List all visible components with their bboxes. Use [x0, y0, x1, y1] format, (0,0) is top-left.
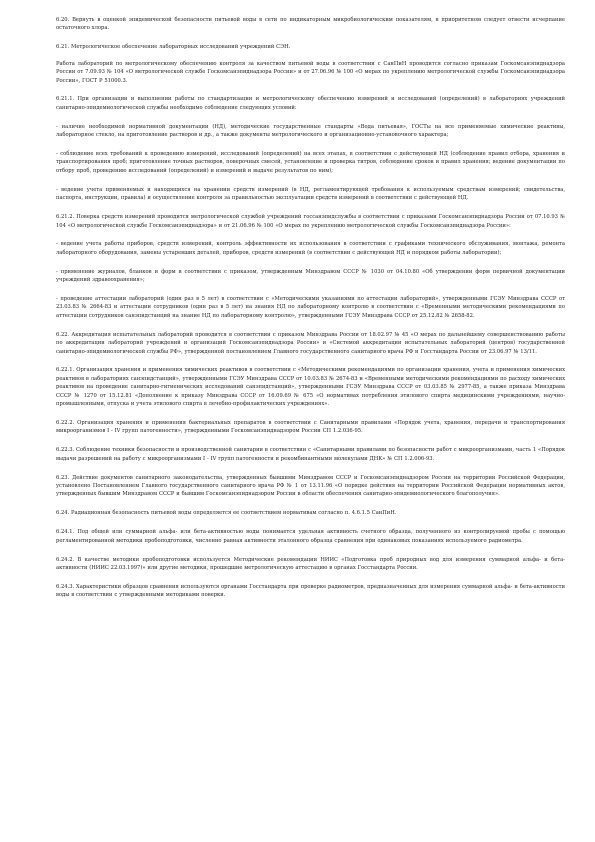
paragraph-6-22-2: 6.22.2. Организация хранения и применения бактериальных препаратов в соответствии с Санитарными правилами «Порядок учета, хранения, передачи и транспортирования микроорганизмов I - IV групп патогенности», утвержденными Госкомсанэпиднадзором России СП 1.2.036-95.: [56, 420, 565, 435]
paragraph-6-22-3: 6.22.3. Соблюдение техники безопасности и производственной санитарии в соответствии с «Санитарными правилами по безопасности работ с микроорганизмами, часть 1 «Порядок выдачи разрешений на работу с микроорганизмами I - IV групп патогенности и рекомбинантными молекулами ДНК» № СП 1.2.006-93.: [56, 447, 565, 462]
paragraph-6-22-1: 6.22.1. Организация хранения и применения химических реактивов в соответствии с «Методическими рекомендациями по организации хранения, учета и применения химических реактивов в лабораториях санэпидстанций», утвержденными ГСЭУ Минздрава СССР от 10.03.83 № 2674-83 и «Временными методическими рекомендациями по расходу химических реактивов на проведение санитарно-гигиенических исследований санэпидстанций», утвержденными ГСЭУ Минздрава СССР от 03.03.85 № 2977-85, а также приказа Минздрава СССР № 1270 от 15.12.81 «Дополнение к приказу Минздрава СССР от 16.09.69 № 675 «О нормативах потребления этилового спирта медицинскими учреждениями, научно-промышленными, отпуска и учета этилового спирта в лечебно-профилактических учреждениях».: [56, 367, 565, 408]
bullet-normative-docs: - наличие необходимой нормативной документации (НД), методические государственные стандарты «Вода питьевая», ГОСТы на все применяемые химические реактивы, лабораторное стекло, на приготовление растворов и др., а также документы метрологического и организационно-установочного характера;: [56, 123, 565, 139]
paragraph-6-22: 6.22. Аккредитация испытательных лабораторий проводится в соответствии с приказом Минздрава России от 18.02.97 № 45 «О мерах по дальнейшему совершенствованию работы по аккредитации лабораторий учреждений и организаций Госкомсанэпиднадзора России» и «Системой аккредитации испытательных лабораторий (центров) государственной санитарно-эпидемиологической службы РФ», утвержденной постановлением Главного государственного санитарного врача РФ и Госстандарта России от 23.06.97 № 13/11.: [56, 331, 565, 355]
paragraph-6-21-intro: Работа лабораторий по метрологическому обеспечению контроля за качеством питьевой воды в соответствии с СанПиН проводится согласно приказам Госкомсанэпиднадзора России от 7.09.93 № 104 «О метрологической службе Госкомсанэпиднадзора России» и от 27.06.96 № 100 «О мерах по укреплению метрологической службы Госкомсанэпиднадзора России», ГОСТ Р 51000.3.: [56, 60, 565, 84]
bullet-lab-attestation: - проведение аттестации лабораторий (один раз в 5 лет) в соответствии с «Методическими указаниями по аттестации лабораторий», утвержденными ГСЭУ Минздрава СССР от 23.03.83 № 2664-83 и аттестации сотрудников (один раз в 5 лет) на знания НД по лабораторному контролю в соответствии с «Временными методическими рекомендациями по аттестации сотрудников санэпидстанций на знание НД по лабораторному контролю», утвержденными ГСЭУ Минздрава СССР от 25.12.82 № 2658-82.: [56, 296, 565, 319]
bullet-journals-forms: - применение журналов, бланков и форм в соответствии с приказом, утвержденным Минздравом СССР № 1030 от 04.10.80 «Об утверждении форм первичной документации учреждений здравоохранения»;: [56, 268, 565, 284]
paragraph-6-24-2: 6.24.2. В качестве методики пробоподготовки используется Методические рекомендации НИИС «Подготовка проб природных вод для измерения суммарной альфа- и бета-активности (НИИС 22.03.1997)» или другие методики, прошедшие метрологическую аттестацию в органах Госстандарта России.: [56, 556, 565, 571]
paragraph-6-21-1: 6.21.1. При организации и выполнении работы по стандартизации и метрологическому обеспечению измерений и исследований (определений) в лабораториях учреждений санитарно-эпидемиологической службы необходимо соблюдение следующих условий:: [56, 96, 565, 111]
paragraph-6-24-1: 6.24.1. Под общей или суммарной альфа- или бета-активностью воды понимается удельная активность счетного образца, полученного из контролируемой пробы с помощью регламентированной методики пробоподготовки, численно равная активности эталонного образца сравнения при одинаковых показаниях используемого радиометра.: [56, 529, 565, 544]
bullet-instrument-records: - ведение учета применяемых и находящихся на хранении средств измерений (в НД, регламентирующей требования к используемым средствам измерений; свидетельства, паспорта, инструкции, правила) и осуществление контроля за правильностью эксплуатации средств измерений в соответствии с действующей НД.: [56, 186, 565, 202]
section-heading-6-21: 6.21. Метрологическое обеспечение лабораторных исследований учреждений СЭН.: [56, 44, 291, 51]
paragraph-6-23: 6.23. Действие документов санитарного законодательства, утвержденных бывшими Минздравом СССР и Госкомсанэпиднадзором России на территории Российской Федерации, установлено Постановлением Главного государственного санитарного врача РФ № 1 от 13.11.96 «О порядке действия на территории Российской Федерации нормативных актов, утвержденных бывшим Минздравом СССР и бывшим Госкомсанэпиднадзором России в области обеспечения санитарно-эпидемиологического благополучия».: [56, 474, 565, 498]
bullet-equipment-accounting: - ведение учета работы приборов, средств измерений, контроль эффективности их использования в соответствии с графиками технического обслуживания, монтажа, ремонта лабораторного оборудования, замены устаревших деталей, приборов, средств измерений (в соответствии с действующей НД и порядком работы лаборатории);: [56, 241, 565, 256]
paragraph-6-21-2: 6.21.2. Поверка средств измерений проводится метрологической службой учреждений госсанэпидслужбы в соответствии с приказами Госкомсанэпиднадзора России от 07.10.93 № 104 «О метрологической службе Госкомсанэпиднадзора» и от 21.06.96 № 100 «О мерах по укреплению метрологической службы Госкомсанэпиднадзора России»:: [56, 214, 565, 229]
paragraph-6-24-3: 6.24.3. Характеристики образцов сравнения используются органами Госстандарта при проверке радиометров, предназначенных для измерения суммарной альфа- и бета-активности воды в соответствии с утвержденными методиками поверки.: [56, 583, 565, 599]
paragraph-6-20: 6.20. Вернуть в оценкой эпидемической безопасности питьевой воды в сети по индикаторным микробиологическим показателям, в приоритетном следует отвести исчерпание остаточного хлора.: [56, 17, 565, 32]
bullet-measurement-requirements: - соблюдение всех требований к проведению измерений, исследований (определений) на всех этапах, в соответствии с действующей НД (соблюдение правил отбора, хранения и транспортирования проб; приготовление точных растворов, поверочных смесей, установление и проверка титров, соблюдение сроков и правил хранения; ведение документации по отбору проб, проведению исследований (определений) и измерений и выдаче результатов по ним);: [56, 151, 565, 174]
paragraph-6-24: 6.24. Радиационная безопасность питьевой воды определяется ее соответствием нормативам согласно п. 4.6.1.5 СанПиН.: [56, 510, 397, 517]
